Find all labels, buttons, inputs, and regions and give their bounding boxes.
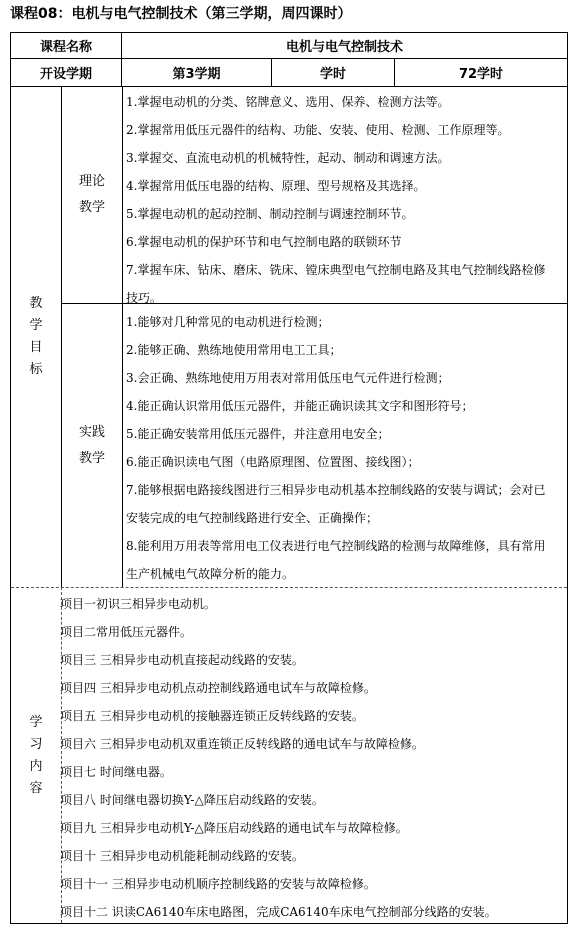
content-item: 项目四 三相异步电动机点动控制线路通电试车与故障检修。 (60, 681, 376, 695)
term-label: 开设学期 (39, 67, 92, 82)
practice-teaching-label: 实践 教学 (78, 424, 105, 466)
content-item: 项目三 三相异步电动机直接起动线路的安装。 (60, 653, 304, 667)
theory-item: 6.掌握电动机的保护环节和电气控制电路的联锁环节 (126, 235, 402, 249)
document-title: 课程08：电机与电气控制技术（第三学期，周四课时） (10, 6, 352, 22)
theory-item: 3.掌握交、直流电动机的机械特性，起动、制动和调速方法。 (126, 151, 450, 165)
content-item: 项目九 三相异步电动机Y-△降压启动线路的通电试车与故障检修。 (60, 821, 408, 835)
practice-item: 5.能正确安装常用低压元器件，并注意用电安全； (126, 427, 390, 441)
hours-value: 72学时 (458, 67, 504, 82)
content-item: 项目二常用低压元器件。 (60, 625, 193, 639)
practice-item: 8.能利用万用表等常用电工仪表进行电气控制线路的检测与故障维修，具有常用生产机械电气故障分析的能力。 (126, 539, 546, 581)
objectives-label: 教 学 目 标 (29, 296, 43, 377)
theory-item: 7.掌握车床、钻床、磨床、铣床、镗床典型电气控制电路及其电气控制线路检修技巧。 (126, 263, 546, 305)
theory-item: 2.掌握常用低压元器件的结构、功能、安装、使用、检测、工作原理等。 (126, 123, 510, 137)
course-name-value: 电机与电气控制技术 (285, 40, 403, 55)
content-item: 项目一初识三相异步电动机。 (60, 597, 217, 611)
content-item: 项目十 三相异步电动机能耗制动线路的安装。 (60, 849, 304, 863)
content-item: 项目十二 识读CA6140车床电路图，完成CA6140车床电气控制部分线路的安装。 (60, 905, 497, 919)
theory-item: 5.掌握电动机的起动控制、制动控制与调速控制环节。 (126, 207, 414, 221)
term-value: 第3学期 (172, 67, 221, 82)
theory-item: 4.掌握常用低压电器的结构、原理、型号规格及其选择。 (126, 179, 426, 193)
practice-item: 4.能正确认识常用低压元器件，并能正确识读其文字和图形符号； (126, 399, 474, 413)
practice-item: 2.能够正确、熟练地使用常用电工工具； (126, 343, 342, 357)
practice-item: 1.能够对几种常见的电动机进行检测； (126, 315, 330, 329)
column-divider (122, 87, 123, 587)
theory-item: 1.掌握电动机的分类、铭牌意义、选用、保养、检测方法等。 (126, 95, 450, 109)
practice-item: 3.会正确、熟练地使用万用表对常用低压电气元件进行检测； (126, 371, 450, 385)
content-item: 项目八 时间继电器切换Y-△降压启动线路的安装。 (60, 793, 324, 807)
theory-teaching-label: 理论 教学 (78, 174, 105, 215)
learning-content-label: 学 习 内 容 (29, 714, 43, 796)
content-item: 项目六 三相异步电动机双重连锁正反转线路的通电试车与故障检修。 (60, 737, 424, 751)
course-name-label: 课程名称 (39, 40, 92, 55)
content-item: 项目十一 三相异步电动机顺序控制线路的安装与故障检修。 (60, 877, 376, 891)
content-item: 项目五 三相异步电动机的接触器连锁正反转线路的安装。 (60, 709, 364, 723)
hours-label: 学时 (319, 67, 346, 82)
practice-item: 7.能够根据电路接线图进行三相异步电动机基本控制线路的安装与调试；会对已安装完成的电气控制线路进行安全、正确操作； (126, 483, 546, 525)
practice-item: 6.能正确识读电气图（电路原理图、位置图、接线图）； (126, 455, 420, 469)
content-item: 项目七 时间继电器。 (60, 765, 172, 779)
